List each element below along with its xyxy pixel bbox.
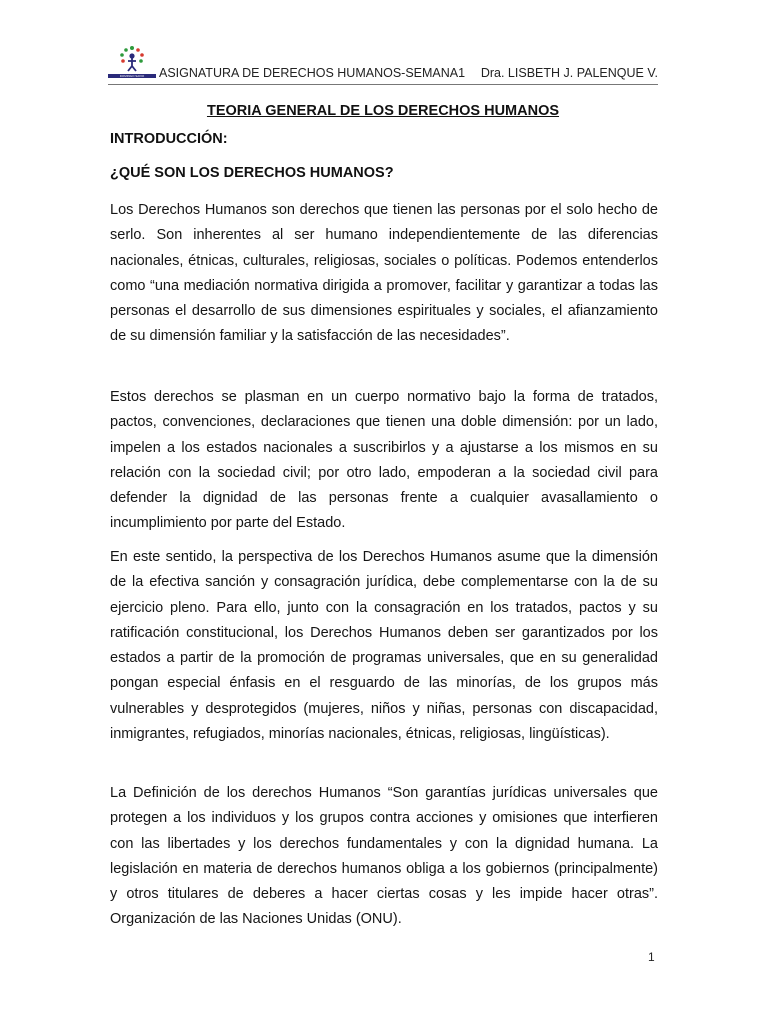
section-heading: INTRODUCCIÓN: bbox=[110, 131, 228, 147]
document-title: TEORIA GENERAL DE LOS DERECHOS HUMANOS bbox=[206, 103, 560, 119]
paragraph-1: Los Derechos Humanos son derechos que tienen las personas por el solo hecho de serlo. Son inherentes al ser humano independientemente de las diferencias nacionales, étnicas, culturales, religiosas, sociales o políticas. Podemos entenderlos como “una mediación normativa dirigida a promover, facilitar y garantizar a todas las personas el desarrollo de sus dimensiones espirituales y sociales, el afianzamiento de su dimensión familiar y la satisfacción de las necesidades”. bbox=[110, 202, 658, 345]
course-name: ASIGNATURA DE DERECHOS HUMANOS-SEMANA1 bbox=[159, 66, 466, 80]
page-number: 1 bbox=[648, 950, 655, 964]
logo-emblem-icon bbox=[108, 44, 156, 74]
paragraph-4: La Definición de los derechos Humanos “Son garantías jurídicas universales que protegen a los individuos y los grupos contra acciones y omisiones que interfieren con las libertades y los derechos fundamentales y con la dignidad humana. La legislación en materia de derechos humanos obliga a los gobiernos (principalmente) y otros titulares de deberes a hacer ciertas cosas y les impide hacer otras”. Organización de las Naciones Unidas (ONU). bbox=[110, 785, 658, 928]
author-name: Dra. LISBETH J. PALENQUE V. bbox=[480, 66, 658, 80]
paragraph-3: En este sentido, la perspectiva de los Derechos Humanos asume que la dimensión de la efectiva sanción y consagración jurídica, debe complementarse con la de su ejercicio pleno. Para ello, junto con la consagración en los tratados, pactos y su ratificación constitucional, los Derechos Humanos deben ser garantizados por los estados a partir de la promoción de programas universales, que en su generalidad pongan especial énfasis en el resguardo de las minorías, de los grupos más vulnerables y desprotegidos (mujeres, niños y niñas, personas con discapacidad, inmigrantes, refugiados, minorías nacionales, étnicas, religiosas, lingüísticas). bbox=[110, 549, 658, 743]
question-heading: ¿QUÉ SON LOS DERECHOS HUMANOS? bbox=[110, 165, 394, 181]
paragraph-2: Estos derechos se plasman en un cuerpo normativo bajo la forma de tratados, pactos, convenciones, declaraciones que tienen una doble dimensión: por un lado, impelen a los estados nacionales a suscribirlos y a ajustarse a los mismos en su relación con la sociedad civil; por otro lado, empoderan a la sociedad civil para defender la dignidad de las personas frente a cualquier avasallamiento o incumplimiento por parte del Estado. bbox=[110, 389, 658, 532]
logo-caption: DOMINGO SAVIO bbox=[108, 74, 156, 78]
page-header bbox=[108, 44, 658, 85]
institution-logo bbox=[108, 44, 156, 80]
